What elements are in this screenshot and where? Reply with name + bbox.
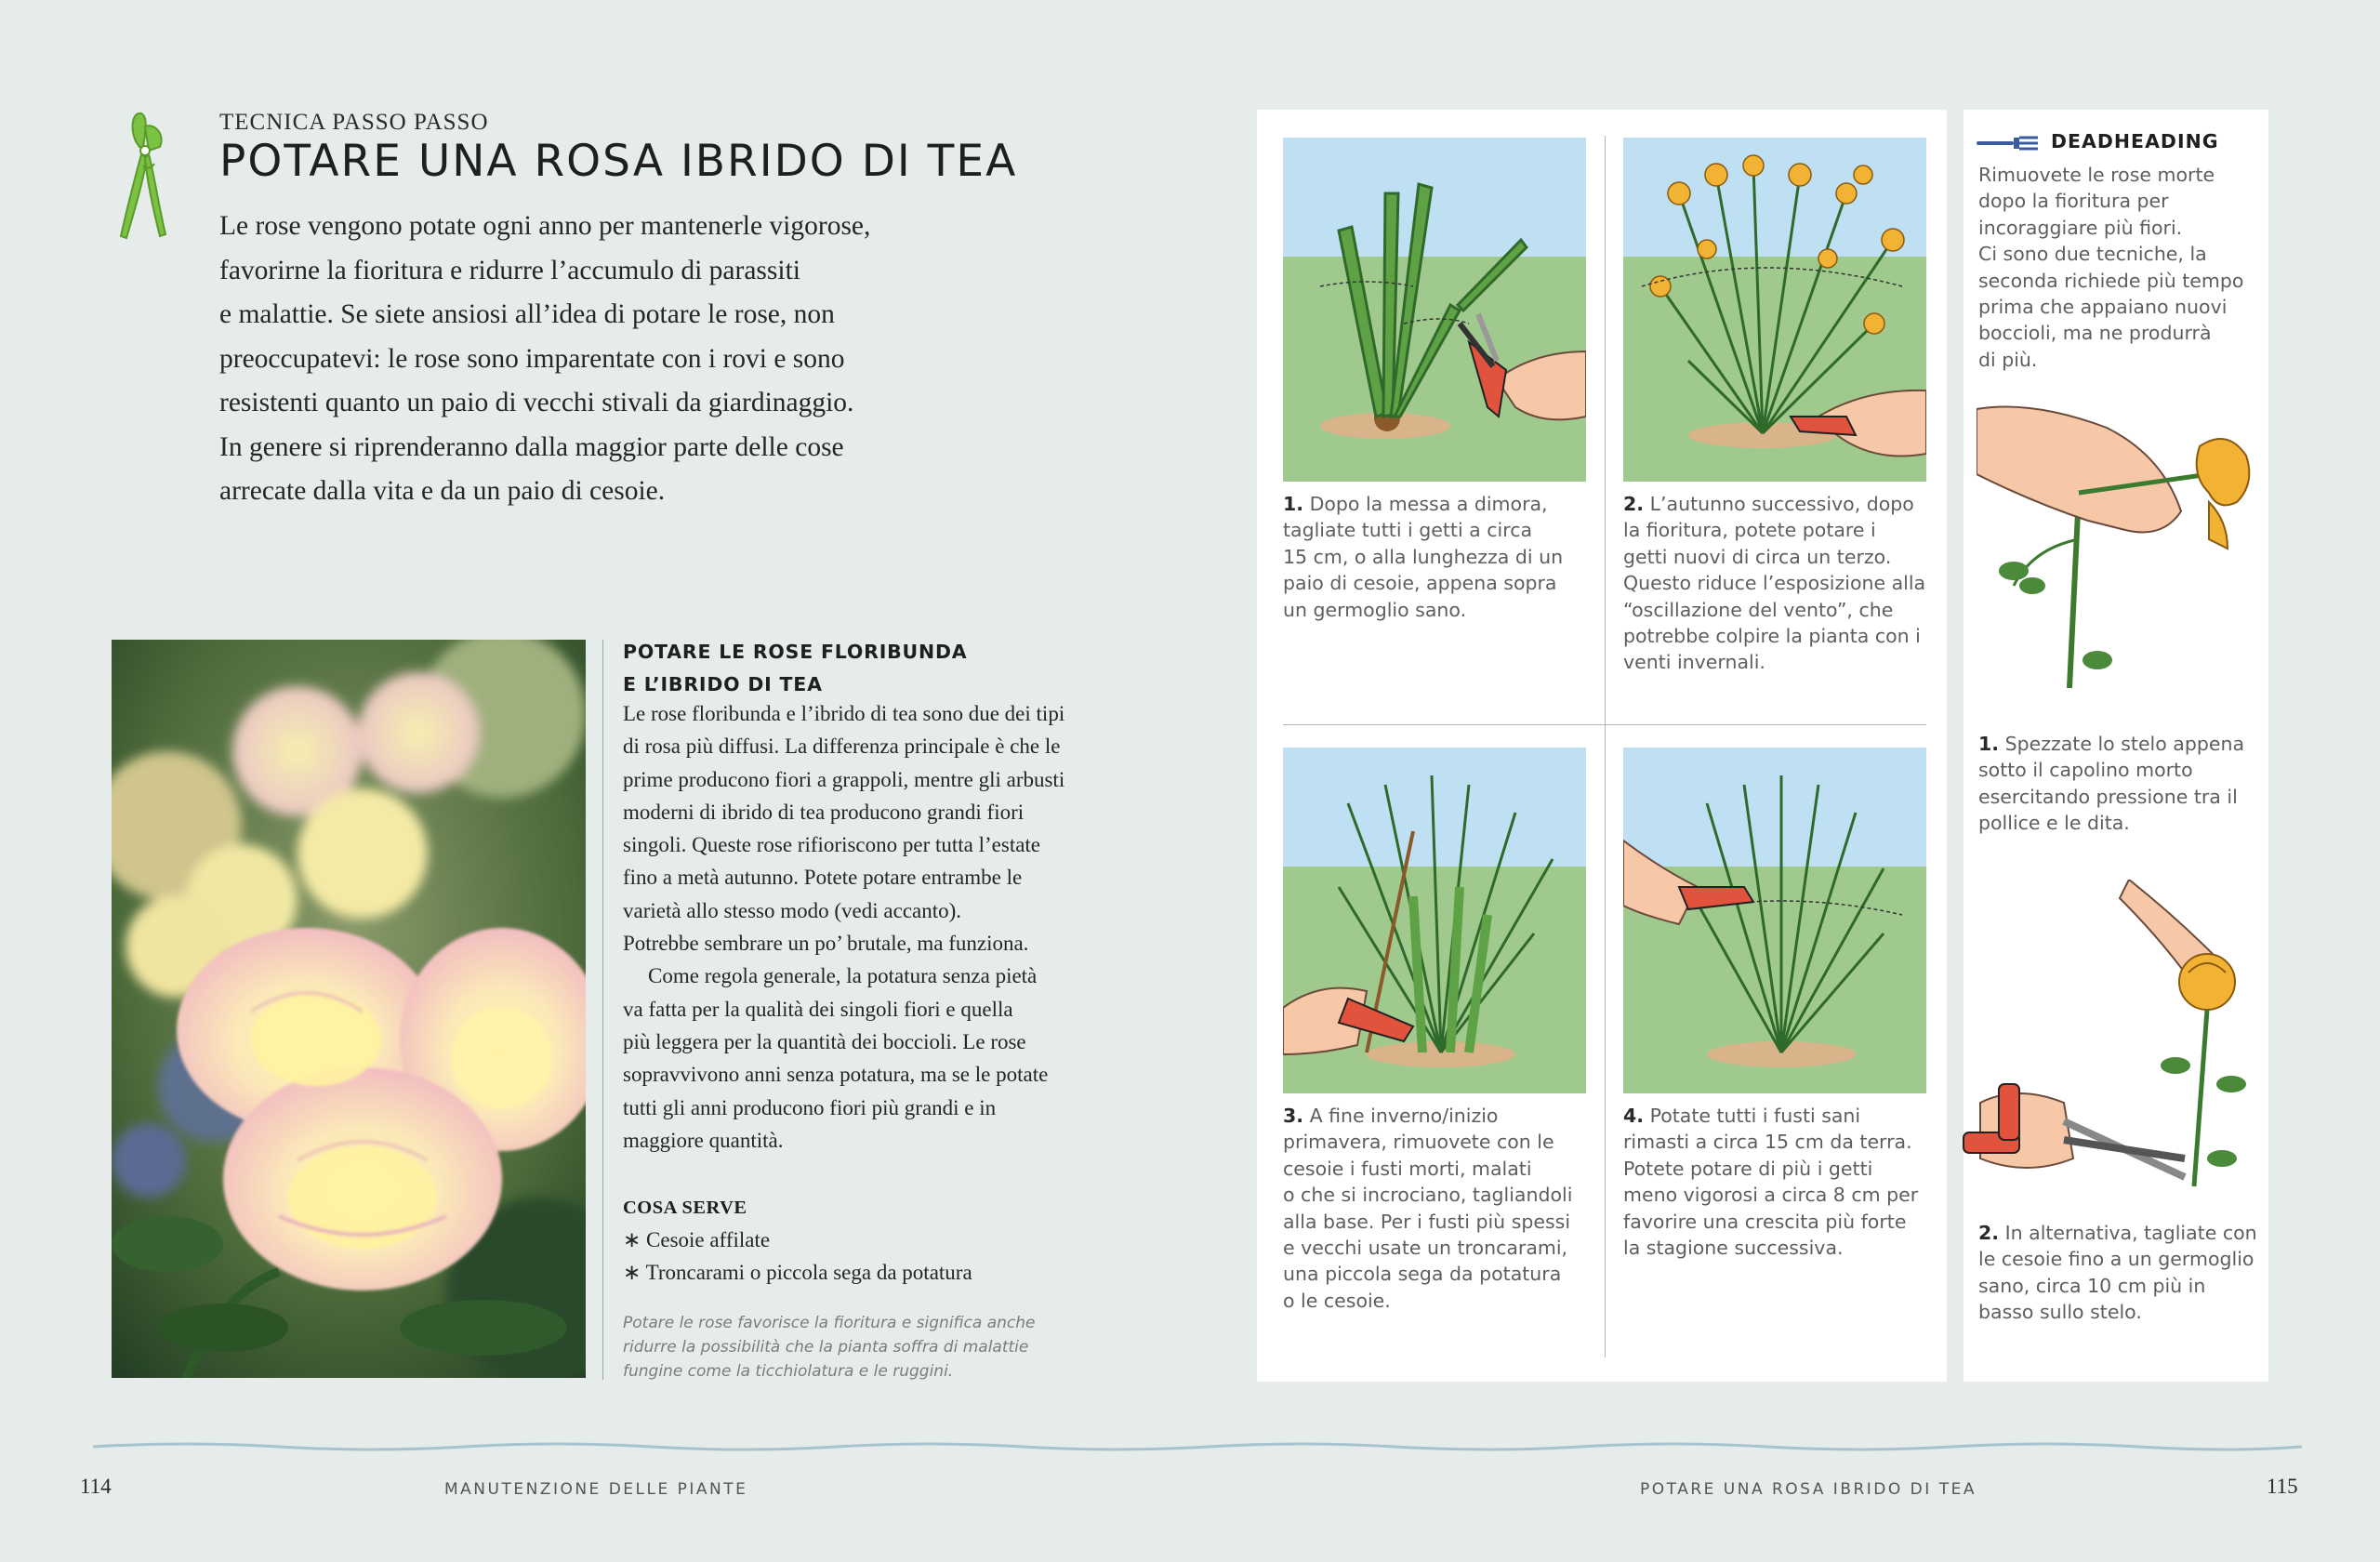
body-line: fino a metà autunno. Potete potare entrambe le bbox=[623, 866, 1023, 890]
step-text-line: L’autunno successivo, dopo bbox=[1644, 493, 1914, 515]
body-line: sopravvivono anni senza potatura, ma se le potate bbox=[623, 1063, 1049, 1087]
step-text-line: favorire una crescita più forte bbox=[1623, 1210, 1907, 1233]
step-text-line: la fioritura, potete potare i bbox=[1623, 519, 1876, 542]
intro-line: favorirne la fioritura e ridurre l’accumulo di parassiti bbox=[219, 255, 800, 285]
step-text-line: o che si incrociano, tagliandoli bbox=[1283, 1184, 1573, 1207]
step-text-line: cesoie i fusti morti, malati bbox=[1283, 1157, 1532, 1180]
body-line: Come regola generale, la potatura senza pietà bbox=[648, 964, 1038, 988]
needs-list bbox=[623, 1224, 972, 1290]
needs-item: ∗ Cesoie affilate bbox=[623, 1228, 771, 1251]
deadheading-step-2-illustration bbox=[1962, 880, 2261, 1220]
step-text-line: “oscillazione del vento”, che bbox=[1623, 598, 1894, 621]
step-text-line: rimasti a circa 15 cm da terra. bbox=[1623, 1131, 1912, 1154]
deadheading-step-1-illustration bbox=[1977, 400, 2259, 697]
photo-caption bbox=[623, 1311, 1106, 1383]
step-number: 3. bbox=[1283, 1105, 1304, 1127]
step-text-line: A fine inverno/inizio bbox=[1303, 1105, 1499, 1127]
deadheading-step-2-text bbox=[1978, 1220, 2257, 1326]
caption-line: fungine come la ticchiolatura e le ruggini. bbox=[623, 1362, 954, 1381]
step-text-line: Potate tutti i fusti sani bbox=[1644, 1105, 1861, 1127]
step-number: 2. bbox=[1623, 493, 1645, 515]
deadheading-line: pollice e le dita. bbox=[1978, 812, 2130, 835]
pruning-shears-icon bbox=[117, 110, 169, 242]
body-line: varietà allo stesso modo (vedi accanto). bbox=[623, 898, 962, 922]
intro-line: resistenti quanto un paio di vecchi stivali da giardinaggio. bbox=[219, 388, 854, 417]
caption-line: ridurre la possibilità che la pianta soffra di malattie bbox=[623, 1338, 1029, 1357]
deadheading-line: dopo la fioritura per bbox=[1978, 190, 2169, 213]
step-text-line: primavera, rimuovete con le bbox=[1283, 1131, 1554, 1154]
step-text-line: un germoglio sano. bbox=[1283, 598, 1467, 621]
deadheading-line: sano, circa 10 cm più in bbox=[1978, 1274, 2206, 1297]
needs-heading: COSA SERVE bbox=[623, 1198, 747, 1218]
step-1-illustration bbox=[1283, 138, 1586, 482]
section-heading bbox=[623, 636, 967, 701]
step-text-line: venti invernali. bbox=[1623, 651, 1765, 674]
step-text-line: Dopo la messa a dimora, bbox=[1303, 493, 1548, 515]
step-text-line: e vecchi usate un troncarami, bbox=[1283, 1237, 1568, 1260]
deadheading-intro bbox=[1978, 162, 2243, 373]
step-text-line: o le cesoie. bbox=[1283, 1289, 1391, 1312]
page-number-left: 114 bbox=[80, 1475, 112, 1498]
deadheading-title: DEADHEADING bbox=[2051, 130, 2219, 152]
deadheading-line: seconda richiede più tempo bbox=[1978, 269, 2244, 292]
deadheading-line: Spezzate lo stelo appena bbox=[1999, 733, 2245, 755]
running-head-right: POTARE UNA ROSA IBRIDO DI TEA bbox=[1640, 1480, 1977, 1499]
body-line: maggiore quantità. bbox=[623, 1128, 784, 1152]
body-line: va fatta per la qualità dei singoli fiori e quella bbox=[623, 997, 1013, 1021]
step-2-illustration bbox=[1623, 138, 1926, 482]
step-text-line: meno vigorosi a circa 8 cm per bbox=[1623, 1184, 1919, 1207]
step-text-line: una piccola sega da potatura bbox=[1283, 1263, 1562, 1286]
step-2-text bbox=[1623, 491, 1925, 676]
deadheading-line: Rimuovete le rose morte bbox=[1978, 164, 2215, 186]
step-3-text bbox=[1283, 1103, 1572, 1314]
deadheading-line: esercitando pressione tra il bbox=[1978, 785, 2238, 808]
body-line: più leggera per la quantità dei boccioli. Le rose bbox=[623, 1029, 1026, 1053]
step-4-illustration bbox=[1623, 748, 1926, 1093]
deadheading-line: boccioli, ma ne produrrà bbox=[1978, 322, 2212, 345]
body-line: Potrebbe sembrare un po’ brutale, ma funziona. bbox=[623, 932, 1029, 956]
deadheading-line: basso sullo stelo. bbox=[1978, 1301, 2142, 1324]
page-title: POTARE UNA ROSA IBRIDO DI TEA bbox=[219, 136, 1018, 187]
steps-grid-divider bbox=[1605, 136, 1606, 1357]
step-text-line: alla base. Per i fusti più spessi bbox=[1283, 1210, 1571, 1233]
step-text-line: la stagione successiva. bbox=[1623, 1237, 1844, 1260]
step-4-text bbox=[1623, 1103, 1918, 1261]
deadheading-step-1-text bbox=[1978, 731, 2244, 837]
deadheading-line: In alternativa, tagliate con bbox=[1999, 1222, 2257, 1244]
column-divider bbox=[602, 640, 603, 1380]
step-1-text bbox=[1283, 491, 1563, 623]
intro-line: arrecate dalla vita e da un paio di cesoie. bbox=[219, 476, 666, 506]
section-heading-line: POTARE LE ROSE FLORIBUNDA bbox=[623, 641, 968, 663]
section-heading-line: E L’IBRIDO DI TEA bbox=[623, 673, 823, 695]
body-line: moderni di ibrido di tea producono grandi fiori bbox=[623, 800, 1025, 824]
intro-paragraph bbox=[219, 205, 889, 514]
rake-icon bbox=[1977, 135, 2040, 152]
step-3-illustration bbox=[1283, 748, 1586, 1093]
step-text-line: 15 cm, o alla lunghezza di un bbox=[1283, 545, 1564, 568]
intro-line: Le rose vengono potate ogni anno per mantenerle vigorose, bbox=[219, 211, 871, 241]
step-number: 2. bbox=[1978, 1222, 2000, 1244]
footer-rule bbox=[93, 1439, 2302, 1454]
step-text-line: potrebbe colpire la pianta con i bbox=[1623, 625, 1921, 648]
intro-line: In genere si riprenderanno dalla maggior parte delle cose bbox=[219, 431, 844, 462]
rose-photo bbox=[112, 640, 586, 1378]
deadheading-line: le cesoie fino a un germoglio bbox=[1978, 1248, 2254, 1271]
body-paragraph bbox=[623, 697, 1106, 1157]
body-line: prime producono fiori a grappoli, mentre gli arbusti bbox=[623, 767, 1065, 791]
deadheading-line: Ci sono due tecniche, la bbox=[1978, 243, 2207, 266]
body-line: tutti gli anni producono fiori più grandi e in bbox=[623, 1095, 997, 1119]
deadheading-line: incoraggiare più fiori. bbox=[1978, 216, 2183, 239]
deadheading-line: di più. bbox=[1978, 348, 2038, 371]
intro-line: preoccupatevi: le rose sono imparentate con i rovi e sono bbox=[219, 343, 845, 374]
deadheading-line: sotto il capolino morto bbox=[1978, 759, 2193, 782]
step-text-line: Questo riduce l’esposizione alla bbox=[1623, 572, 1926, 595]
step-number: 4. bbox=[1623, 1105, 1645, 1127]
needs-item: ∗ Troncarami o piccola sega da potatura bbox=[623, 1261, 972, 1285]
step-text-line: Potete potare di più i getti bbox=[1623, 1157, 1873, 1180]
step-text-line: paio di cesoie, appena sopra bbox=[1283, 572, 1557, 595]
deadheading-line: prima che appaiano nuovi bbox=[1978, 296, 2228, 319]
step-number: 1. bbox=[1978, 733, 2000, 755]
body-line: di rosa più diffusi. La differenza principale è che le bbox=[623, 735, 1061, 759]
steps-grid-divider bbox=[1283, 724, 1926, 725]
caption-line: Potare le rose favorisce la fioritura e significa anche bbox=[623, 1314, 1036, 1332]
body-line: Le rose floribunda e l’ibrido di tea sono due dei tipi bbox=[623, 702, 1065, 725]
step-text-line: getti nuovi di circa un terzo. bbox=[1623, 545, 1892, 568]
page-number-right: 115 bbox=[2267, 1475, 2298, 1498]
body-line: singoli. Queste rose rifioriscono per tutta l’estate bbox=[623, 833, 1041, 857]
intro-line: e malattie. Se siete ansiosi all’idea di potare le rose, non bbox=[219, 299, 835, 329]
section-kicker: TECNICA PASSO PASSO bbox=[219, 110, 489, 135]
step-text-line: tagliate tutti i getti a circa bbox=[1283, 519, 1533, 542]
step-number: 1. bbox=[1283, 493, 1304, 515]
running-head-left: MANUTENZIONE DELLE PIANTE bbox=[444, 1480, 748, 1499]
